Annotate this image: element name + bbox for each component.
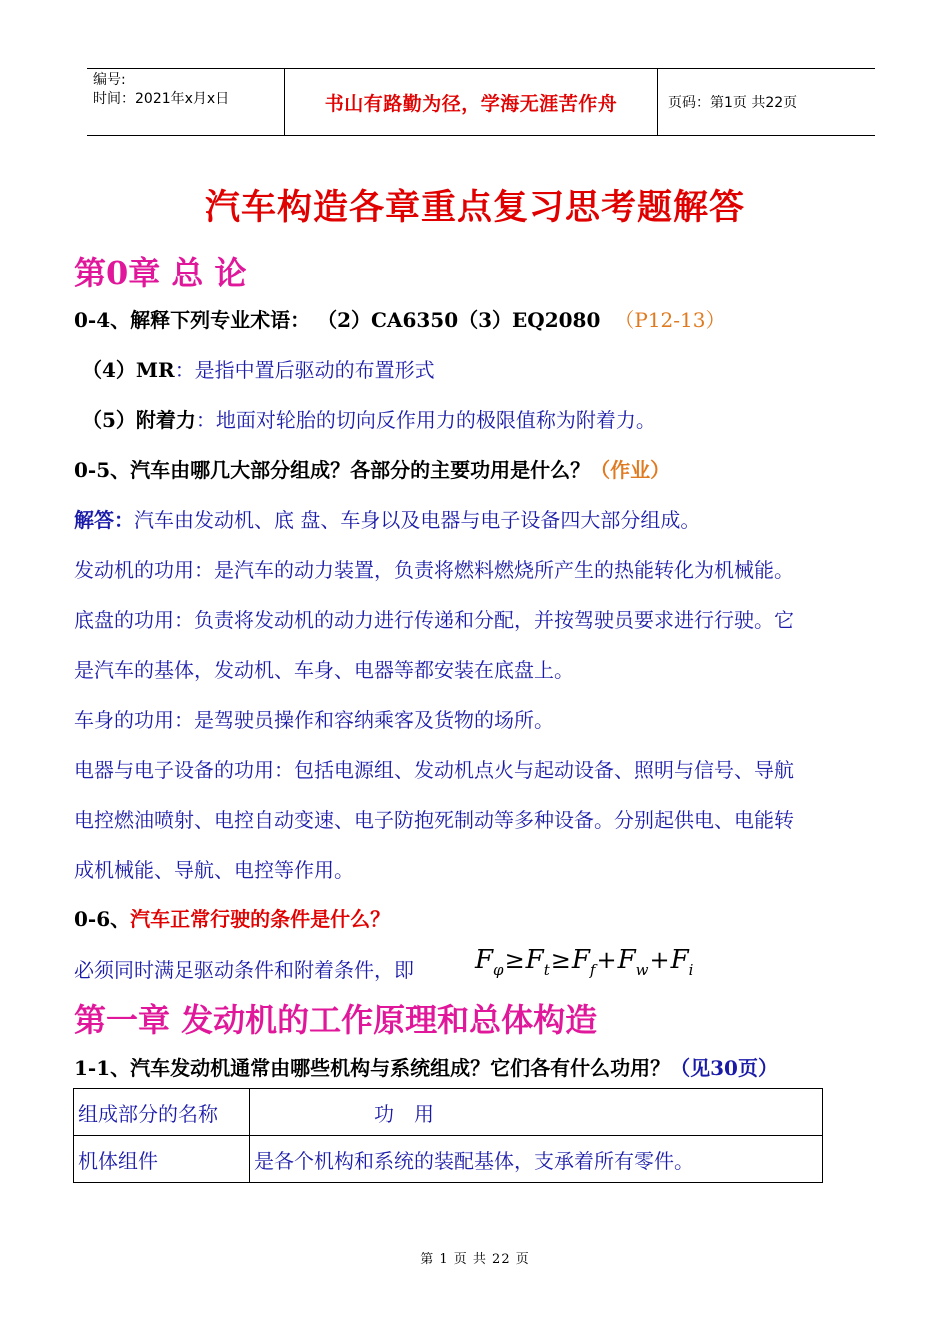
header-page-info: 页码：第1页 共22页 [668, 95, 798, 111]
question-text: 0-4、解释下列专业术语： （2）CA6350（3）EQ2080 [74, 308, 601, 332]
question-0-4 [74, 304, 725, 333]
table-header-row [74, 1089, 823, 1136]
question-ref: （见30页） [670, 1056, 778, 1080]
table-header-cell: 功 用 [250, 1089, 823, 1136]
question-text: 0-5、汽车由哪几大部分组成？各部分的主要功用是什么？ [74, 458, 591, 482]
formula-sub: φ [493, 961, 504, 979]
time-label: 时间：2021年x月x日 [93, 91, 230, 107]
electrical-function-3: 成机械能、导航、电控等作用。 [74, 858, 354, 882]
question-text: 1-1、汽车发动机通常由哪些机构与系统组成？它们各有什么功用？ [74, 1056, 671, 1080]
number-label: 编号: [93, 72, 126, 88]
formula-sub: i [688, 961, 694, 979]
formula-sub: w [635, 961, 649, 979]
formula-f: F [670, 945, 689, 975]
term-adhesion [82, 404, 656, 433]
table-header-cell: 组成部分的名称 [74, 1089, 250, 1136]
components-table [73, 1088, 823, 1183]
formula-plus: + [649, 946, 670, 974]
page-header [87, 68, 875, 136]
chapter1-heading: 第一章 发动机的工作原理和总体构造 [74, 1001, 598, 1039]
answer-label: 解答： [74, 508, 134, 532]
term-text: ：是指中置后驱动的布置形式 [174, 358, 435, 382]
formula-ge: ≥ [550, 946, 571, 974]
question-0-5 [74, 454, 670, 483]
table-cell: 机体组件 [74, 1136, 250, 1183]
header-motto: 书山有路勤为径，学海无涯苦作舟 [285, 69, 658, 135]
page-footer: 第 1 页 共 22 页 [420, 1252, 530, 1267]
term-mr [82, 354, 435, 383]
formula-plus: + [596, 946, 617, 974]
question-text: 汽车正常行驶的条件是什么？ [130, 907, 391, 931]
body-function: 车身的功用：是驾驶员操作和容纳乘客及货物的场所。 [74, 708, 554, 732]
driving-condition: 必须同时满足驱动条件和附着条件，即 [74, 958, 414, 982]
electrical-function-2: 电控燃油喷射、电控自动变速、电子防抱死制动等多种设备。分别起供电、电能转 [74, 808, 794, 832]
formula-f: F [571, 945, 590, 975]
chassis-function-2: 是汽车的基体，发动机、车身、电器等都安装在底盘上。 [74, 658, 574, 682]
formula-ge: ≥ [504, 946, 525, 974]
question-ref: （作业） [590, 458, 671, 482]
formula-f: F [525, 945, 544, 975]
formula-sub: f [589, 961, 596, 979]
term-label: （5）附着力 [82, 408, 196, 432]
table-row [74, 1136, 823, 1183]
header-meta [87, 69, 285, 135]
chassis-function-1: 底盘的功用：负责将发动机的动力进行传递和分配，并按驾驶员要求进行行驶。它 [74, 608, 794, 632]
answer-text: 汽车由发动机、底 盘、车身以及电器与电子设备四大部分组成。 [134, 508, 701, 532]
question-ref: （P12-13） [614, 308, 726, 332]
question-0-6 [74, 903, 390, 932]
driving-formula [475, 945, 693, 979]
document-title: 汽车构造各章重点复习思考题解答 [204, 187, 745, 228]
formula-f: F [617, 945, 636, 975]
question-number: 0-6、 [74, 907, 131, 931]
term-label: （4）MR [82, 358, 175, 382]
question-1-1 [74, 1052, 778, 1081]
electrical-function-1: 电器与电子设备的功用：包括电源组、发动机点火与起动设备、照明与信号、导航 [74, 758, 794, 782]
table-cell: 是各个机构和系统的装配基体，支承着所有零件。 [250, 1136, 823, 1183]
formula-sub: t [543, 961, 550, 979]
term-text: ：地面对轮胎的切向反作用力的极限值称为附着力。 [195, 408, 656, 432]
engine-function: 发动机的功用：是汽车的动力装置，负责将燃料燃烧所产生的热能转化为机械能。 [74, 558, 794, 582]
answer-line [74, 504, 700, 533]
formula-f: F [475, 945, 494, 975]
chapter0-heading: 第0章 总 论 [74, 254, 247, 292]
